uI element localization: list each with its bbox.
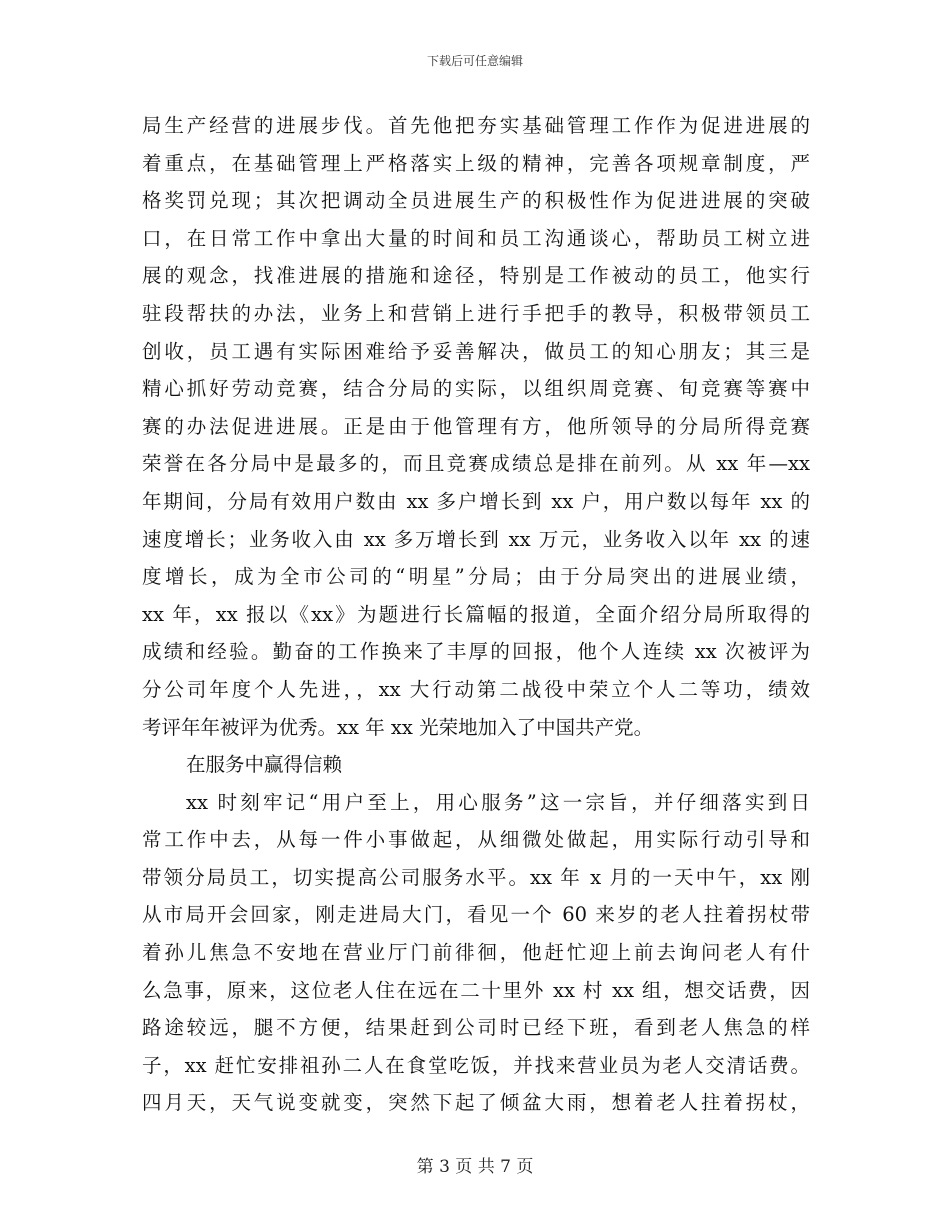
body-line: 着重点，在基础管理上严格落实上级的精神，完善各项规章制度，严 — [142, 151, 810, 175]
body-line: 速度增长；业务收入由 xx 多万增长到 xx 万元，业务收入以年 xx 的速 — [142, 527, 810, 551]
body-line: 分公司年度个人先进，，xx 大行动第二战役中荣立个人二等功，绩效 — [142, 677, 810, 701]
body-line: 从市局开会回家，刚走进局大门，看见一个 60 来岁的老人拄着拐杖带 — [142, 903, 810, 927]
body-line: 赛的办法促进进展。正是由于他管理有方，他所领导的分局所得竞赛 — [142, 414, 810, 438]
page-header: 下载后可任意编辑 — [426, 54, 523, 68]
body-line: xx 时刻牢记“用户至上，用心服务”这一宗旨，并仔细落实到日 — [186, 790, 810, 814]
body-line: 考评年年被评为优秀。xx 年 xx 光荣地加入了中国共产党。 — [142, 715, 654, 739]
body-line: 带领分局员工，切实提高公司服务水平。xx 年 x 月的一天中午，xx 刚 — [142, 865, 810, 889]
body-line: 度增长，成为全市公司的“明星”分局；由于分局突出的进展业绩， — [142, 565, 810, 589]
body-line: 着孙儿焦急不安地在营业厅门前徘徊，他赶忙迎上前去询问老人有什 — [142, 941, 810, 965]
body-line: 路途较远，腿不方便，结果赶到公司时已经下班，看到老人焦急的样 — [142, 1016, 810, 1040]
section-heading: 在服务中赢得信赖 — [186, 753, 343, 777]
body-line: 常工作中去，从每一件小事做起，从细微处做起，用实际行动引导和 — [142, 828, 810, 852]
body-line: 格奖罚兑现；其次把调动全员进展生产的积极性作为促进进展的突破 — [142, 189, 810, 213]
body-line: 子，xx 赶忙安排祖孙二人在食堂吃饭，并找来营业员为老人交清话费。 — [142, 1053, 810, 1077]
body-line: 驻段帮扶的办法，业务上和营销上进行手把手的教导，积极带领员工 — [142, 301, 810, 325]
body-line: 局生产经营的进展步伐。首先他把夯实基础管理工作作为促进进展的 — [142, 114, 810, 137]
body-line: 么急事，原来，这位老人住在远在二十里外 xx 村 xx 组，想交话费，因 — [142, 978, 810, 1002]
body-line: 创收，员工遇有实际困难给予妥善解决，做员工的知心朋友；其三是 — [142, 339, 810, 363]
body-line: 荣誉在各分局中是最多的，而且竞赛成绩总是排在前列。从 xx 年—xx — [142, 452, 810, 476]
body-line: xx 年，xx 报以《xx》为题进行长篇幅的报道，全面介绍分局所取得的 — [142, 602, 810, 626]
body-line: 成绩和经验。勤奋的工作换来了丰厚的回报，他个人连续 xx 次被评为 — [142, 640, 810, 664]
body-line: 展的观念，找准进展的措施和途径，特别是工作被动的员工，他实行 — [142, 264, 810, 288]
body-line: 精心抓好劳动竞赛，结合分局的实际，以组织周竞赛、旬竞赛等赛中 — [142, 377, 810, 401]
body-line: 年期间，分局有效用户数由 xx 多户增长到 xx 户，用户数以每年 xx 的 — [142, 489, 810, 513]
document-body — [142, 107, 810, 1122]
body-line: 四月天，天气说变就变，突然下起了倾盆大雨，想着老人拄着拐杖， — [142, 1091, 810, 1115]
page-footer: 第 3 页 共 7 页 — [416, 1157, 534, 1177]
body-line: 口，在日常工作中拿出大量的时间和员工沟通谈心，帮助员工树立进 — [142, 226, 810, 250]
